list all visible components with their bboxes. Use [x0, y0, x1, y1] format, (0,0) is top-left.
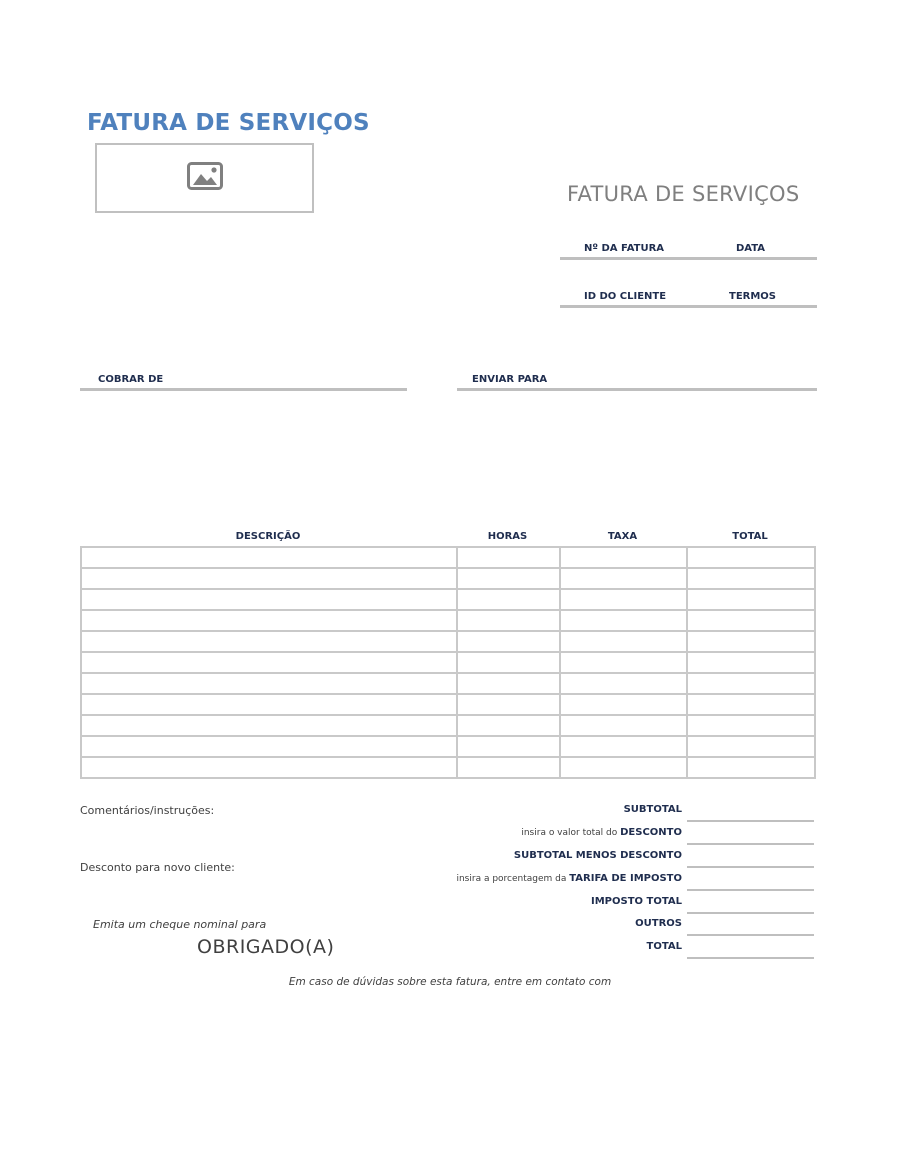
- subtotal-label-text: SUBTOTAL: [623, 804, 682, 815]
- cell-description[interactable]: [81, 757, 457, 778]
- image-icon: [187, 162, 223, 190]
- other-label: [635, 918, 682, 929]
- invoice-number-date-field[interactable]: [560, 257, 817, 260]
- cell-description[interactable]: [81, 568, 457, 589]
- cell-hours[interactable]: [457, 736, 560, 757]
- cell-total[interactable]: [687, 757, 815, 778]
- date-label: DATA: [736, 243, 766, 254]
- cell-hours[interactable]: [457, 694, 560, 715]
- total-tax-field[interactable]: [687, 912, 814, 914]
- contact-text: Em caso de dúvidas sobre esta fatura, entre em contato com: [288, 976, 612, 988]
- cell-rate[interactable]: [560, 757, 687, 778]
- table-row: [81, 568, 815, 589]
- bill-to-label: COBRAR DE: [98, 374, 164, 385]
- total-field[interactable]: [687, 957, 814, 959]
- cell-description[interactable]: [81, 547, 457, 568]
- tax-rate-label: [456, 873, 682, 884]
- check-payable-label: Emita um cheque nominal para: [93, 918, 267, 931]
- table-row: [81, 673, 815, 694]
- other-text: OUTROS: [635, 918, 682, 929]
- cell-total[interactable]: [687, 673, 815, 694]
- cell-description[interactable]: [81, 694, 457, 715]
- subtotal-field[interactable]: [687, 820, 814, 822]
- subtotal-label: [624, 804, 682, 815]
- thank-you-text: OBRIGADO(A): [197, 936, 335, 958]
- cell-total[interactable]: [687, 631, 815, 652]
- table-row: [81, 715, 815, 736]
- cell-total[interactable]: [687, 547, 815, 568]
- bill-to-field[interactable]: [80, 388, 407, 391]
- table-row: [81, 652, 815, 673]
- subtotal-less-discount-field[interactable]: [687, 866, 814, 868]
- logo-placeholder[interactable]: [95, 143, 314, 213]
- items-table: [80, 546, 816, 779]
- invoice-number-label: Nº DA FATURA: [584, 243, 665, 254]
- cell-description[interactable]: [81, 736, 457, 757]
- cell-description[interactable]: [81, 652, 457, 673]
- cell-rate[interactable]: [560, 589, 687, 610]
- cell-rate[interactable]: [560, 547, 687, 568]
- cell-rate[interactable]: [560, 673, 687, 694]
- cell-description[interactable]: [81, 673, 457, 694]
- cell-hours[interactable]: [457, 673, 560, 694]
- cell-hours[interactable]: [457, 610, 560, 631]
- cell-rate[interactable]: [560, 568, 687, 589]
- new-client-discount-label: Desconto para novo cliente:: [80, 861, 235, 874]
- ship-to-field[interactable]: [457, 388, 817, 391]
- cell-total[interactable]: [687, 610, 815, 631]
- column-header-description: DESCRIÇÃO: [235, 531, 301, 542]
- cell-total[interactable]: [687, 589, 815, 610]
- cell-total[interactable]: [687, 736, 815, 757]
- cell-total[interactable]: [687, 652, 815, 673]
- table-row: [81, 589, 815, 610]
- discount-prefix: insira o valor total do: [521, 828, 621, 838]
- cell-hours[interactable]: [457, 652, 560, 673]
- cell-hours[interactable]: [457, 568, 560, 589]
- discount-label: [521, 827, 682, 838]
- subtotal-less-discount-text: SUBTOTAL MENOS DESCONTO: [513, 850, 682, 861]
- other-field[interactable]: [687, 934, 814, 936]
- column-header-hours: HORAS: [487, 531, 528, 542]
- comments-label: Comentários/instruções:: [80, 804, 215, 817]
- cell-hours[interactable]: [457, 631, 560, 652]
- cell-description[interactable]: [81, 589, 457, 610]
- total-text: TOTAL: [646, 941, 682, 952]
- client-id-label: ID DO CLIENTE: [584, 291, 667, 302]
- table-row: [81, 694, 815, 715]
- table-row: [81, 631, 815, 652]
- tax-rate-prefix: insira a porcentagem da: [456, 874, 570, 884]
- table-row: [81, 736, 815, 757]
- cell-hours[interactable]: [457, 547, 560, 568]
- cell-rate[interactable]: [560, 736, 687, 757]
- cell-description[interactable]: [81, 715, 457, 736]
- total-label: [647, 941, 682, 952]
- document-subtitle: FATURA DE SERVIÇOS: [567, 182, 800, 206]
- table-row: [81, 610, 815, 631]
- cell-total[interactable]: [687, 568, 815, 589]
- cell-hours[interactable]: [457, 757, 560, 778]
- cell-rate[interactable]: [560, 694, 687, 715]
- document-title: FATURA DE SERVIÇOS: [87, 110, 370, 136]
- cell-total[interactable]: [687, 715, 815, 736]
- cell-rate[interactable]: [560, 652, 687, 673]
- table-row: [81, 757, 815, 778]
- tax-rate-text: TARIFA DE IMPOSTO: [569, 873, 682, 884]
- total-tax-text: IMPOSTO TOTAL: [591, 896, 682, 907]
- cell-description[interactable]: [81, 631, 457, 652]
- cell-rate[interactable]: [560, 610, 687, 631]
- column-header-rate: TAXA: [607, 531, 638, 542]
- cell-hours[interactable]: [457, 715, 560, 736]
- total-tax-label: [591, 896, 682, 907]
- client-id-terms-field[interactable]: [560, 305, 817, 308]
- terms-label: TERMOS: [729, 291, 777, 302]
- subtotal-less-discount-label: [514, 850, 682, 861]
- table-row: [81, 547, 815, 568]
- cell-rate[interactable]: [560, 715, 687, 736]
- discount-label-text: DESCONTO: [620, 827, 682, 838]
- cell-total[interactable]: [687, 694, 815, 715]
- discount-field[interactable]: [687, 843, 814, 845]
- column-header-total: TOTAL: [732, 531, 768, 542]
- cell-rate[interactable]: [560, 631, 687, 652]
- cell-hours[interactable]: [457, 589, 560, 610]
- ship-to-label: ENVIAR PARA: [472, 374, 548, 385]
- cell-description[interactable]: [81, 610, 457, 631]
- tax-rate-field[interactable]: [687, 889, 814, 891]
